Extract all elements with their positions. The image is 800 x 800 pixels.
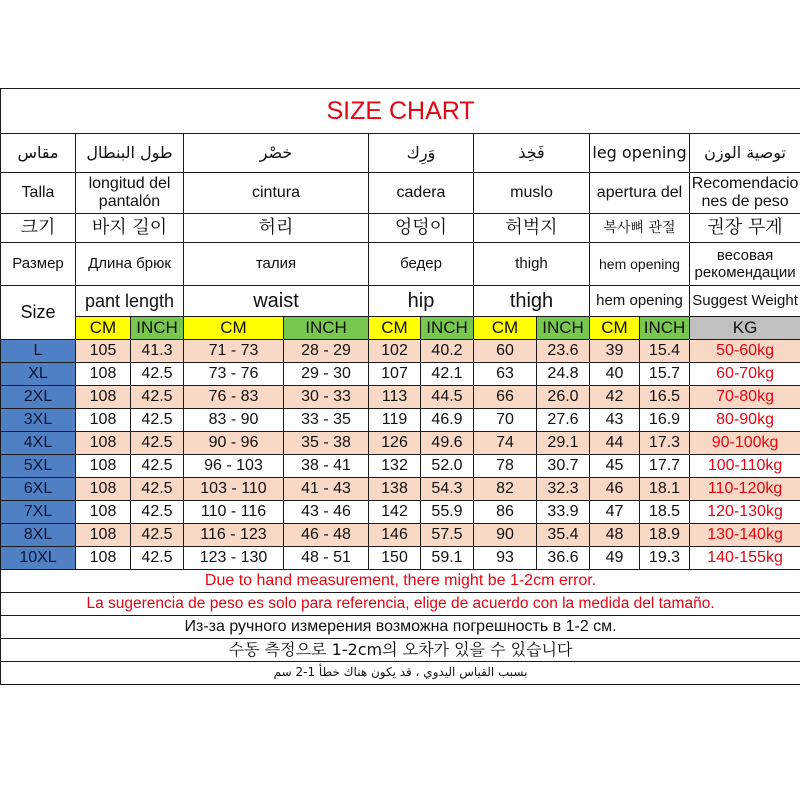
pant-length-inch-cell: 42.5: [131, 547, 184, 570]
opening-inch-cell: 17.3: [640, 432, 690, 455]
thigh-cm-cell: 63: [474, 363, 537, 386]
thigh-cm-cell: 86: [474, 501, 537, 524]
unit-inch: INCH: [131, 317, 184, 340]
waist-cm-cell: 83 - 90: [184, 409, 284, 432]
header-pant-length-en: pant length: [76, 286, 184, 317]
waist-inch-cell: 41 - 43: [284, 478, 369, 501]
size-label: L: [1, 340, 76, 363]
chart-title: SIZE CHART: [1, 89, 800, 134]
unit-inch: INCH: [640, 317, 690, 340]
header-weight-ar: توصية الوزن: [690, 134, 800, 173]
note-russian: Из-за ручного измерения возможна погрешность в 1-2 см.: [1, 616, 800, 639]
pant-length-cm-cell: 105: [76, 340, 131, 363]
hip-cm-cell: 142: [369, 501, 421, 524]
unit-kg: KG: [690, 317, 800, 340]
unit-cm: CM: [184, 317, 284, 340]
pant-length-cm-cell: 108: [76, 363, 131, 386]
unit-cm: CM: [590, 317, 640, 340]
header-leg-opening: leg opening: [590, 134, 690, 173]
table-row: [1, 501, 800, 524]
weight-cell: 50-60kg: [690, 340, 800, 363]
header-size-ko: 크기: [1, 214, 76, 243]
header-weight-es: Recomendaciones de peso: [690, 173, 800, 214]
opening-inch-cell: 17.7: [640, 455, 690, 478]
weight-cell: 70-80kg: [690, 386, 800, 409]
thigh-inch-cell: 26.0: [537, 386, 590, 409]
header-waist-ru: талия: [184, 243, 369, 286]
table-row: [1, 340, 800, 363]
pant-length-cm-cell: 108: [76, 501, 131, 524]
opening-inch-cell: 18.5: [640, 501, 690, 524]
unit-cm: CM: [369, 317, 421, 340]
waist-cm-cell: 123 - 130: [184, 547, 284, 570]
weight-cell: 100-110kg: [690, 455, 800, 478]
header-waist-ar: خصْر: [184, 134, 369, 173]
size-rows: [1, 340, 800, 570]
unit-cm: CM: [474, 317, 537, 340]
header-hip-en: hip: [369, 286, 474, 317]
header-row-english: [1, 286, 800, 317]
opening-inch-cell: 19.3: [640, 547, 690, 570]
header-size-ru: Размер: [1, 243, 76, 286]
weight-cell: 80-90kg: [690, 409, 800, 432]
waist-inch-cell: 29 - 30: [284, 363, 369, 386]
thigh-cm-cell: 90: [474, 524, 537, 547]
waist-inch-cell: 28 - 29: [284, 340, 369, 363]
header-pant-length-es: longitud del pantalón: [76, 173, 184, 214]
header-weight-ru: весовая рекомендации: [690, 243, 800, 286]
unit-cm: CM: [76, 317, 131, 340]
weight-cell: 140-155kg: [690, 547, 800, 570]
header-size-es: Talla: [1, 173, 76, 214]
pant-length-cm-cell: 108: [76, 478, 131, 501]
hip-inch-cell: 54.3: [421, 478, 474, 501]
header-hip-ko: 엉덩이: [369, 214, 474, 243]
hip-cm-cell: 102: [369, 340, 421, 363]
header-waist-es: cintura: [184, 173, 369, 214]
header-hip-ar: وَرِك: [369, 134, 474, 173]
pant-length-cm-cell: 108: [76, 409, 131, 432]
weight-cell: 130-140kg: [690, 524, 800, 547]
size-label: 7XL: [1, 501, 76, 524]
unit-inch: INCH: [537, 317, 590, 340]
opening-inch-cell: 18.9: [640, 524, 690, 547]
header-thigh-ar: فَخِذ: [474, 134, 590, 173]
hip-cm-cell: 132: [369, 455, 421, 478]
waist-inch-cell: 33 - 35: [284, 409, 369, 432]
table-row: [1, 455, 800, 478]
pant-length-inch-cell: 42.5: [131, 409, 184, 432]
pant-length-inch-cell: 42.5: [131, 478, 184, 501]
table-row: [1, 524, 800, 547]
hip-inch-cell: 40.2: [421, 340, 474, 363]
header-thigh-ko: 허벅지: [474, 214, 590, 243]
size-label: 5XL: [1, 455, 76, 478]
weight-cell: 120-130kg: [690, 501, 800, 524]
thigh-inch-cell: 23.6: [537, 340, 590, 363]
hip-cm-cell: 107: [369, 363, 421, 386]
opening-inch-cell: 15.4: [640, 340, 690, 363]
opening-cm-cell: 47: [590, 501, 640, 524]
hip-cm-cell: 146: [369, 524, 421, 547]
hip-inch-cell: 55.9: [421, 501, 474, 524]
waist-cm-cell: 110 - 116: [184, 501, 284, 524]
thigh-cm-cell: 70: [474, 409, 537, 432]
size-label: 3XL: [1, 409, 76, 432]
waist-inch-cell: 38 - 41: [284, 455, 369, 478]
header-size-en: Size: [1, 286, 76, 340]
hip-inch-cell: 44.5: [421, 386, 474, 409]
hip-cm-cell: 138: [369, 478, 421, 501]
hip-inch-cell: 57.5: [421, 524, 474, 547]
pant-length-inch-cell: 42.5: [131, 501, 184, 524]
weight-cell: 110-120kg: [690, 478, 800, 501]
size-label: 2XL: [1, 386, 76, 409]
pant-length-inch-cell: 42.5: [131, 386, 184, 409]
table-row: [1, 386, 800, 409]
header-waist-ko: 허리: [184, 214, 369, 243]
header-thigh-es: muslo: [474, 173, 590, 214]
pant-length-cm-cell: 108: [76, 386, 131, 409]
waist-cm-cell: 103 - 110: [184, 478, 284, 501]
hip-cm-cell: 119: [369, 409, 421, 432]
pant-length-inch-cell: 42.5: [131, 432, 184, 455]
opening-cm-cell: 44: [590, 432, 640, 455]
opening-cm-cell: 40: [590, 363, 640, 386]
note-spanish: La sugerencia de peso es solo para referencia, elige de acuerdo con la medida del tamaño.: [1, 593, 800, 616]
note-english: Due to hand measurement, there might be 1-2cm error.: [1, 570, 800, 593]
size-label: 8XL: [1, 524, 76, 547]
waist-cm-cell: 116 - 123: [184, 524, 284, 547]
pant-length-inch-cell: 42.5: [131, 363, 184, 386]
header-row-russian: [1, 243, 800, 286]
waist-cm-cell: 90 - 96: [184, 432, 284, 455]
note-korean: 수동 측정으로 1-2cm의 오차가 있을 수 있습니다: [1, 639, 800, 662]
header-pant-length-ko: 바지 길이: [76, 214, 184, 243]
pant-length-cm-cell: 108: [76, 455, 131, 478]
waist-inch-cell: 35 - 38: [284, 432, 369, 455]
opening-cm-cell: 49: [590, 547, 640, 570]
unit-row: [1, 317, 800, 340]
pant-length-inch-cell: 42.5: [131, 524, 184, 547]
header-thigh-ru: thigh: [474, 243, 590, 286]
note-arabic: بسبب القياس اليدوي ، قد يكون هناك خطأ 1-2 سم: [1, 662, 800, 685]
table-row: [1, 547, 800, 570]
thigh-cm-cell: 74: [474, 432, 537, 455]
hip-cm-cell: 126: [369, 432, 421, 455]
thigh-cm-cell: 82: [474, 478, 537, 501]
opening-inch-cell: 15.7: [640, 363, 690, 386]
hip-inch-cell: 46.9: [421, 409, 474, 432]
header-thigh-en: thigh: [474, 286, 590, 317]
size-chart: [0, 88, 800, 685]
hip-inch-cell: 42.1: [421, 363, 474, 386]
header-size-ar: مقاس: [1, 134, 76, 173]
header-weight-en: Suggest Weight: [690, 286, 800, 317]
opening-cm-cell: 42: [590, 386, 640, 409]
pant-length-cm-cell: 108: [76, 524, 131, 547]
header-waist-en: waist: [184, 286, 369, 317]
waist-inch-cell: 48 - 51: [284, 547, 369, 570]
thigh-inch-cell: 27.6: [537, 409, 590, 432]
thigh-cm-cell: 60: [474, 340, 537, 363]
hip-inch-cell: 49.6: [421, 432, 474, 455]
size-label: 4XL: [1, 432, 76, 455]
thigh-inch-cell: 24.8: [537, 363, 590, 386]
weight-cell: 90-100kg: [690, 432, 800, 455]
opening-cm-cell: 39: [590, 340, 640, 363]
header-hip-es: cadera: [369, 173, 474, 214]
weight-cell: 60-70kg: [690, 363, 800, 386]
header-pant-length-ar: طول البنطال: [76, 134, 184, 173]
thigh-cm-cell: 78: [474, 455, 537, 478]
hip-inch-cell: 59.1: [421, 547, 474, 570]
header-weight-ko: 권장 무게: [690, 214, 800, 243]
unit-inch: INCH: [284, 317, 369, 340]
opening-cm-cell: 46: [590, 478, 640, 501]
pant-length-inch-cell: 42.5: [131, 455, 184, 478]
pant-length-inch-cell: 41.3: [131, 340, 184, 363]
waist-cm-cell: 73 - 76: [184, 363, 284, 386]
opening-inch-cell: 18.1: [640, 478, 690, 501]
header-row-spanish: [1, 173, 800, 214]
unit-inch: INCH: [421, 317, 474, 340]
thigh-cm-cell: 66: [474, 386, 537, 409]
waist-inch-cell: 43 - 46: [284, 501, 369, 524]
opening-cm-cell: 48: [590, 524, 640, 547]
waist-cm-cell: 71 - 73: [184, 340, 284, 363]
pant-length-cm-cell: 108: [76, 432, 131, 455]
thigh-inch-cell: 29.1: [537, 432, 590, 455]
opening-cm-cell: 45: [590, 455, 640, 478]
size-label: XL: [1, 363, 76, 386]
waist-inch-cell: 30 - 33: [284, 386, 369, 409]
header-opening-ko: 복사뼈 관절: [590, 214, 690, 243]
header-opening-en: hem opening: [590, 286, 690, 317]
size-label: 6XL: [1, 478, 76, 501]
thigh-inch-cell: 33.9: [537, 501, 590, 524]
waist-cm-cell: 96 - 103: [184, 455, 284, 478]
opening-cm-cell: 43: [590, 409, 640, 432]
hip-cm-cell: 150: [369, 547, 421, 570]
waist-inch-cell: 46 - 48: [284, 524, 369, 547]
opening-inch-cell: 16.5: [640, 386, 690, 409]
waist-cm-cell: 76 - 83: [184, 386, 284, 409]
size-chart-table: [0, 88, 800, 685]
table-row: [1, 478, 800, 501]
thigh-inch-cell: 32.3: [537, 478, 590, 501]
table-row: [1, 409, 800, 432]
header-opening-ru: hem opening: [590, 243, 690, 286]
thigh-inch-cell: 35.4: [537, 524, 590, 547]
header-row-korean: [1, 214, 800, 243]
thigh-inch-cell: 30.7: [537, 455, 590, 478]
table-row: [1, 432, 800, 455]
hip-cm-cell: 113: [369, 386, 421, 409]
header-pant-length-ru: Длина брюк: [76, 243, 184, 286]
table-row: [1, 363, 800, 386]
header-opening-es: apertura del: [590, 173, 690, 214]
pant-length-cm-cell: 108: [76, 547, 131, 570]
hip-inch-cell: 52.0: [421, 455, 474, 478]
opening-inch-cell: 16.9: [640, 409, 690, 432]
size-label: 10XL: [1, 547, 76, 570]
thigh-cm-cell: 93: [474, 547, 537, 570]
thigh-inch-cell: 36.6: [537, 547, 590, 570]
header-row-arabic: [1, 134, 800, 173]
header-hip-ru: бедер: [369, 243, 474, 286]
